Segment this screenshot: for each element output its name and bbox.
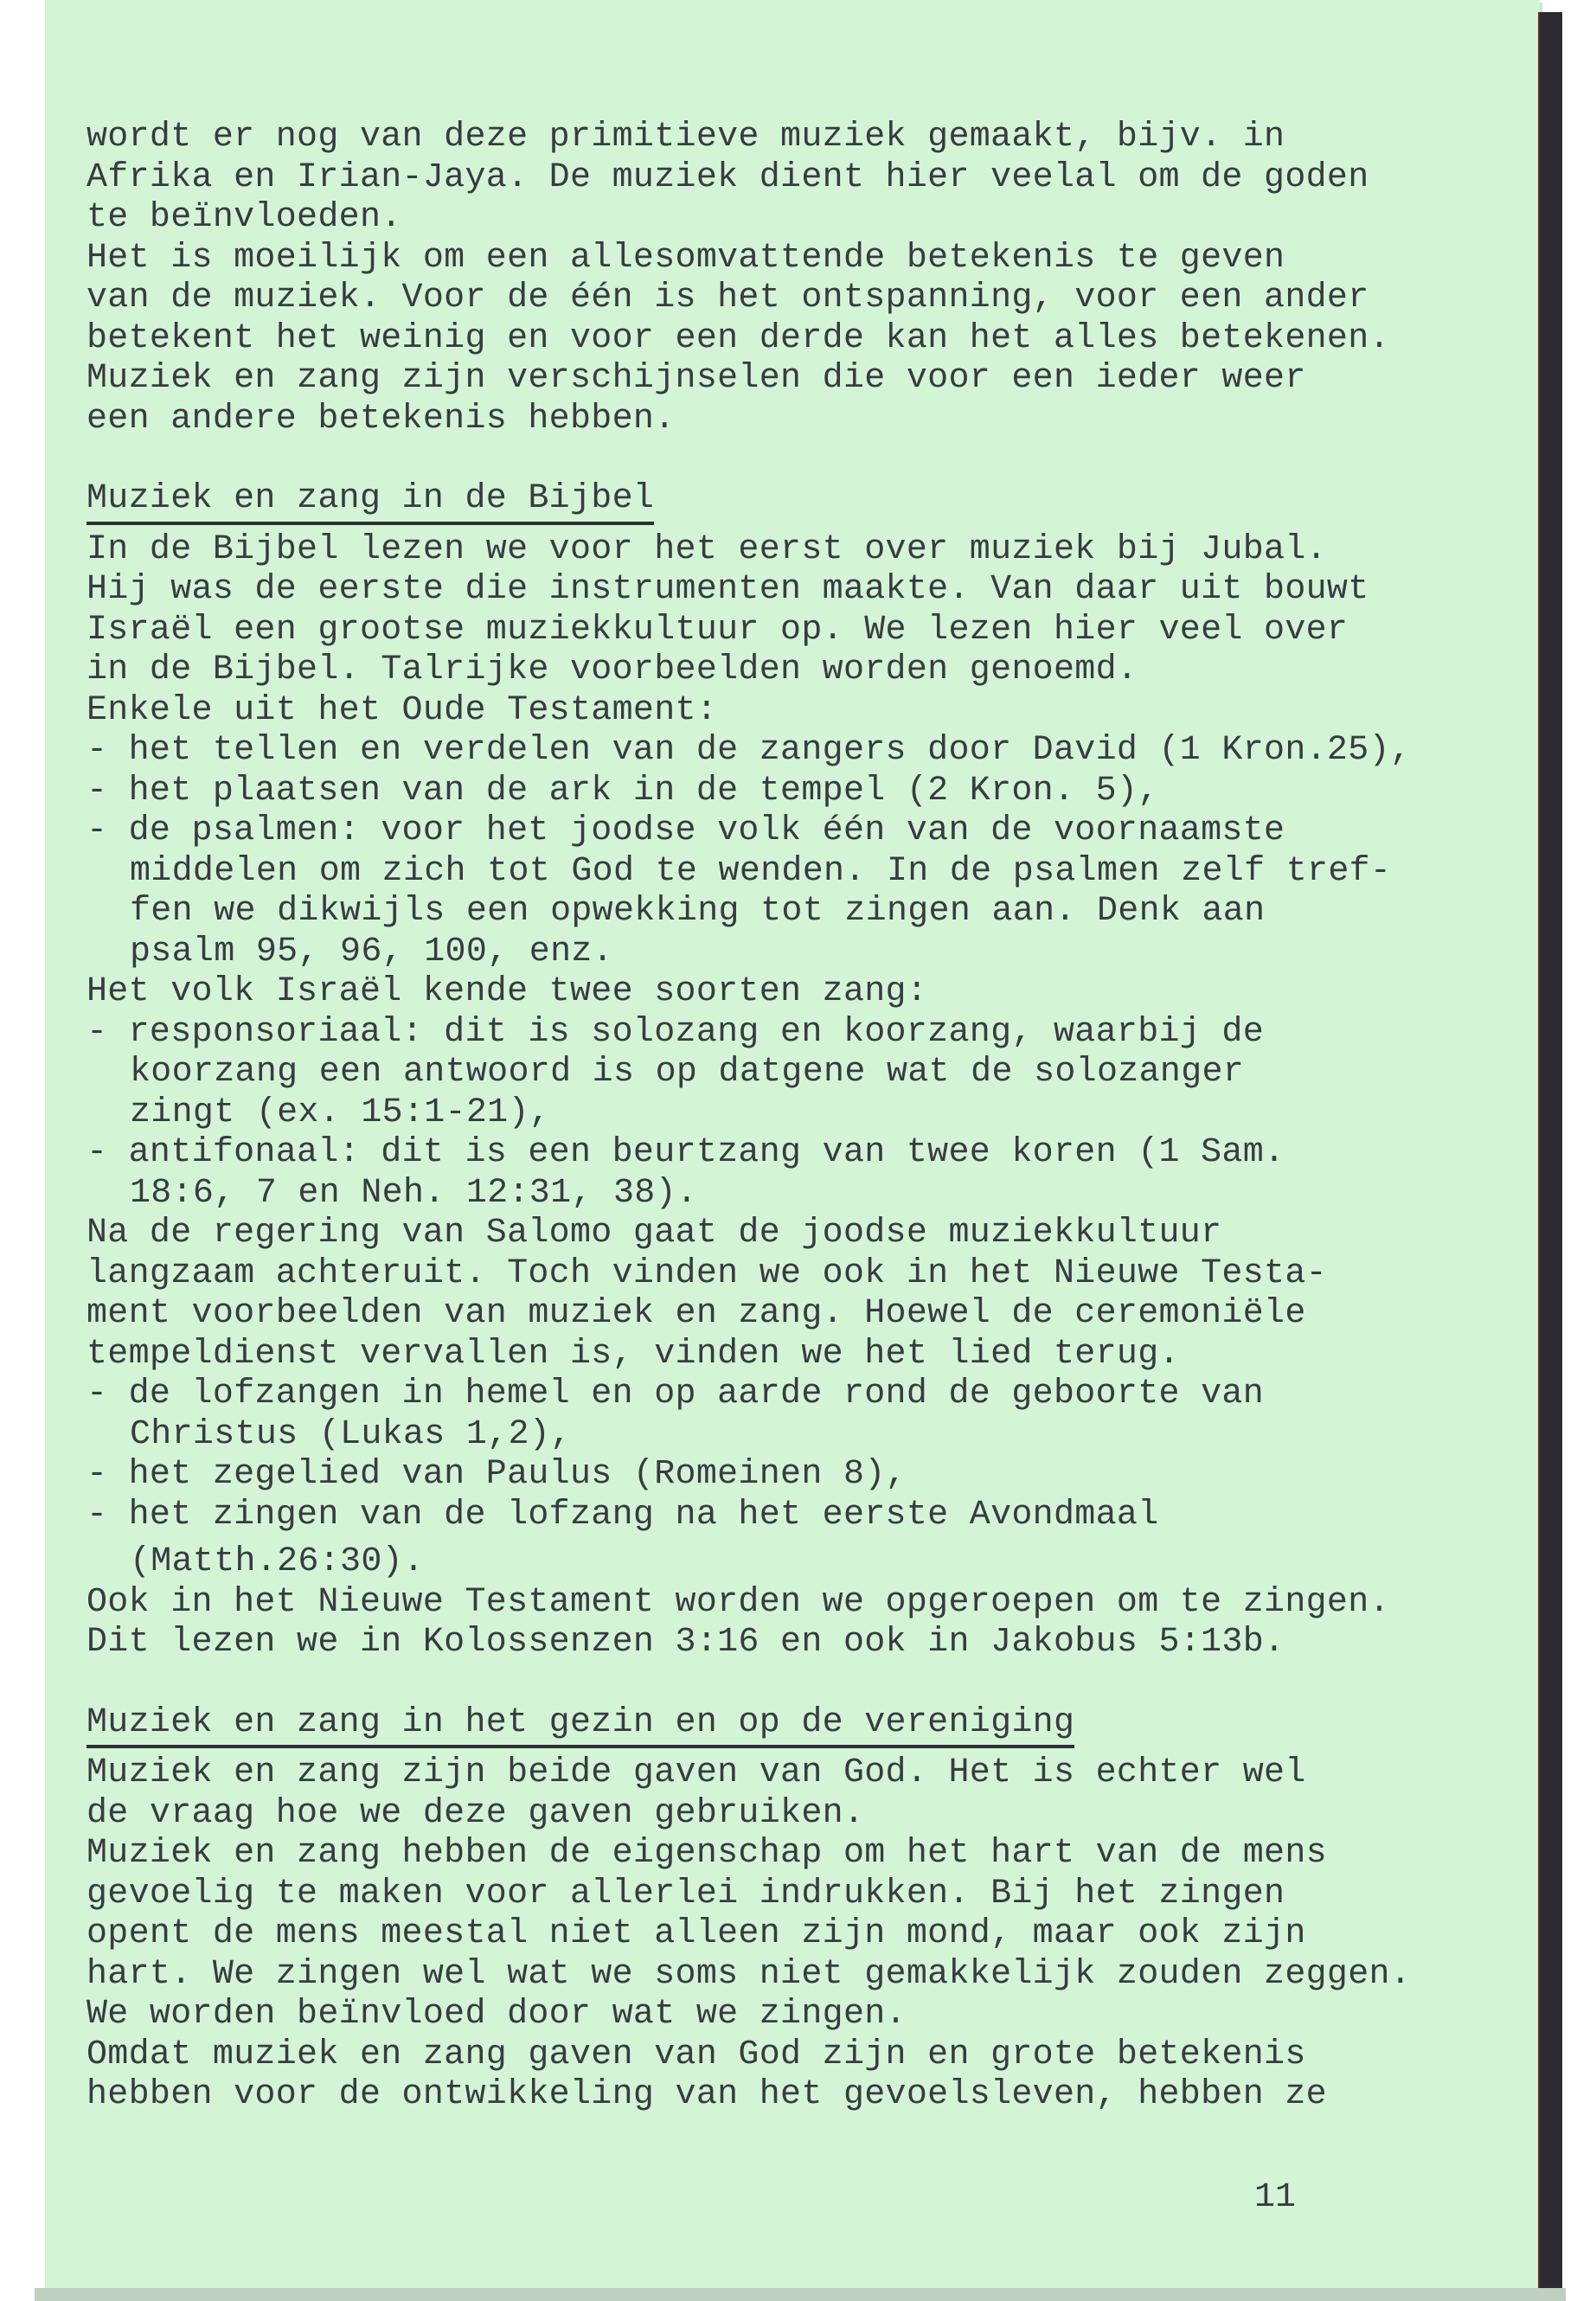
text-line: We worden beïnvloed door wat we zingen. <box>87 1995 907 2034</box>
text-line: wordt er nog van deze primitieve muziek gemaakt, bijv. in <box>87 118 1285 157</box>
text-line: tempeldienst vervallen is, vinden we het lied terug. <box>87 1334 1180 1374</box>
list-item: - het tellen en verdelen van de zangers door David (1 Kron.25), <box>87 731 1412 770</box>
list-item: - het plaatsen van de ark in de tempel (2 Kron. 5), <box>87 771 1159 811</box>
text-line: te beïnvloeden. <box>87 198 402 237</box>
text-line: hebben voor de ontwikkeling van het gevoelsleven, hebben ze <box>87 2075 1327 2114</box>
text-line: Muziek en zang zijn beide gaven van God. Het is echter wel <box>87 1753 1306 1792</box>
list-item-continuation: 18:6, 7 en Neh. 12:31, 38). <box>130 1173 698 1213</box>
list-item-continuation: middelen om zich tot God te wenden. In de psalmen zelf tref- <box>130 851 1392 891</box>
list-item: - antifonaal: dit is een beurtzang van twee koren (1 Sam. <box>87 1133 1285 1172</box>
list-item: - het zingen van de lofzang na het eerste Avondmaal <box>87 1495 1159 1535</box>
text-line: langzaam achteruit. Toch vinden we ook in het Nieuwe Testa- <box>87 1253 1327 1293</box>
page-number: 11 <box>1254 2178 1297 2217</box>
list-item: - de psalmen: voor het joodse volk één van de voornaamste <box>87 811 1285 850</box>
list-item-continuation: koorzang een antwoord is op datgene wat de solozanger <box>130 1053 1245 1092</box>
text-line: Muziek en zang hebben de eigenschap om het hart van de mens <box>87 1834 1327 1873</box>
page-edge-dark <box>1540 12 1562 2289</box>
text-line: betekent het weinig en voor een derde kan het alles betekenen. <box>87 318 1390 358</box>
text-line: Israël een grootse muziekkultuur op. We lezen hier veel over <box>87 610 1349 650</box>
text-line: Het volk Israël kende twee soorten zang: <box>87 972 928 1011</box>
text-line: van de muziek. Voor de één is het ontspanning, voor een ander <box>87 279 1369 317</box>
list-item-continuation: (Matth.26:30). <box>130 1542 425 1581</box>
text-line: Omdat muziek en zang gaven van God zijn en grote betekenis <box>87 2035 1306 2074</box>
text-line: hart. We zingen wel wat we soms niet gemakkelijk zouden zeggen. <box>87 1954 1412 1994</box>
list-item: - responsoriaal: dit is solozang en koorzang, waarbij de <box>87 1012 1265 1052</box>
text-line: Muziek en zang zijn verschijnselen die voor een ieder weer <box>87 359 1306 398</box>
text-line: de vraag hoe we deze gaven gebruiken. <box>87 1793 865 1833</box>
text-line: ment voorbeelden van muziek en zang. Hoewel de ceremoniële <box>87 1294 1306 1333</box>
text-line: gevoelig te maken voor allerlei indrukken. Bij het zingen <box>87 1874 1285 1913</box>
text-line: Na de regering van Salomo gaat de joodse muziekkultuur <box>87 1214 1222 1253</box>
text-line: Het is moeilijk om een allesomvattende betekenis te geven <box>87 238 1285 278</box>
text-line: in de Bijbel. Talrijke voorbeelden worden genoemd. <box>87 651 1138 689</box>
section-heading-gezin: Muziek en zang in het gezin en op de vereniging <box>87 1703 1074 1749</box>
spacer <box>87 1663 1436 1703</box>
text-line: Ook in het Nieuwe Testament worden we opgeroepen om te zingen. <box>87 1582 1390 1622</box>
page-text <box>87 118 1436 2116</box>
text-line: Enkele uit het Oude Testament: <box>87 690 718 730</box>
text-line: een andere betekenis hebben. <box>87 399 676 439</box>
list-item-continuation: psalm 95, 96, 100, enz. <box>130 932 613 971</box>
spacer <box>87 439 1436 479</box>
list-item: - het zegelied van Paulus (Romeinen 8), <box>87 1455 907 1494</box>
text-line: In de Bijbel lezen we voor het eerst over muziek bij Jubal. <box>87 529 1327 569</box>
page-bottom-rim <box>35 2288 1566 2301</box>
text-line: Afrika en Irian-Jaya. De muziek dient hier veelal om de goden <box>87 157 1369 197</box>
section-heading-bijbel: Muziek en zang in de Bijbel <box>87 479 654 525</box>
text-line: Hij was de eerste die instrumenten maakte. Van daar uit bouwt <box>87 570 1369 609</box>
list-item: - de lofzangen in hemel en op aarde rond de geboorte van <box>87 1375 1265 1413</box>
text-line: Dit lezen we in Kolossenzen 3:16 en ook in Jakobus 5:13b. <box>87 1623 1285 1662</box>
list-item-continuation: zingt (ex. 15:1-21), <box>130 1093 551 1132</box>
text-line: opent de mens meestal niet alleen zijn mond, maar ook zijn <box>87 1914 1306 1953</box>
list-item-continuation: fen we dikwijls een opwekking tot zingen aan. Denk aan <box>130 892 1266 931</box>
list-item-continuation: Christus (Lukas 1,2), <box>130 1414 572 1454</box>
